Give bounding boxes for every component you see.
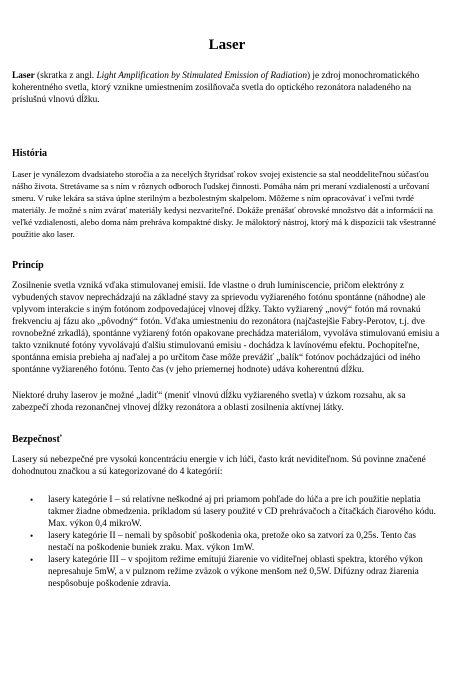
section-heading-bezpecnost: Bezpečnosť	[12, 434, 62, 445]
bullet-icon: •	[30, 555, 34, 565]
intro-after-italic: ) je zdroj monochromatického koherentného svetla, ktorý vznikne umiestnením zosilňovača svetla do optického rezonátora naladeného na príslušnú vlnovú dĺžku.	[12, 71, 420, 105]
section-heading-princip: Princíp	[12, 260, 44, 271]
list-item	[30, 530, 442, 554]
bullet-icon: •	[30, 531, 34, 541]
list-item	[30, 554, 442, 590]
list-item-text: lasery kategórie I – sú relatívne neškodné aj pri priamom pohľade do lúča a pre ich použitie neplatia takmer žiadne obmedzenia. príkladom sú lasery použité v CD prehrávačoch a čítačkách čiarového kódu. Max. výkon 0,4 mikroW.	[48, 495, 436, 529]
page-title: Laser	[208, 37, 246, 53]
bezpecnost-paragraph: Lasery sú nebezpečné pre vysokú koncentráciu energie v ich lúči, často krát neviditeľnom. Sú povinne značené dohodnutou značkou a sú kategorizované do 4 kategórií:	[12, 455, 426, 477]
intro-before-italic: (skratka z angl.	[34, 71, 97, 81]
intro-italic-expansion: Light Amplification by Stimulated Emission of Radiation	[96, 71, 307, 81]
list-item	[30, 494, 442, 530]
princip-paragraph-1: Zosilnenie svetla vzniká vďaka stimulovanej emisii. Ide vlastne o druh luminiscencie, pričom elektróny z vybudených stavov neprechádzajú na základné stavy za sprievodu vyžiareného fotónu spontánne (náhodne) ale vplyvom interakcie s iným fotónom zodpovedajúcej vlnovej dĺžky. Takto vyžiarený „nový“ fotón má rovnakú frekvenciu aj fázu ako „pôvodný“ fotón. Vďaka umiestneniu do rezonátora (najčastejšie Fabry-Perotov, t.j. dve rovnobežné zrkadlá), spontánne vyžiarený fotón opakovane prechádza materiálom, vyvoláva stimulovanú emisiu a takto vzniknuté fotóny vyvolávajú ďalšiu stimulovanú emisiu - dochádza k lavínovému efektu. Pochopiteľne, spontánna emisia prebieha aj naďalej a po určitom čase môže prevážiť „balík“ fotónov pochádzajúci od iného spontánne vyžiareného fotónu. Tento čas (v jeho priemernej hodnote) udáva koherentnú dĺžku.	[12, 281, 440, 375]
intro-paragraph	[12, 70, 442, 106]
historia-paragraph: Laser je vynálezom dvadsiateho storočia a za necelých štyridsať rokov svojej existencie sa stal neoddeliteľnou súčasťou nášho života. Stretávame sa s ním v rôznych odboroch ľudskej činnosti. Pomáha nám pri meraní vzdialeností a určovaní smeru. V ruke lekára sa stáva úplne sterilným a bezbolestným skalpelom. Môžeme s ním opracovávať i veľmi tvrdé materiály. Je možné s ním zvárať materiály kedysi nezvariteľné. Dokáže prenášať obrovské množstvo dát a informácií na veľké vzdialenosti, alebo doma nám prehráva kompaktné disky. Je máloktorý nástroj, ktorý má k dispozícii tak všestranné použitie ako laser.	[12, 169, 436, 239]
section-heading-historia: História	[12, 148, 47, 159]
princip-paragraph-2: Niektoré druhy laserov je možné „ladiť“ (meniť vlnovú dĺžku vyžiareného svetla) v úzkom rozsahu, ak sa zabezpečí zhoda rezonančnej vlnovej dĺžky rezonátora a oblasti zosilnenia aktívnej látky.	[12, 391, 406, 413]
bullet-icon: •	[30, 495, 34, 505]
list-item-text: lasery kategórie III – v spojitom režime emitujú žiarenie vo viditeľnej oblasti spektra, ktorého výkon nepresahuje 5mW, a v pulznom režime zväzok o výkone menšom než 0,5W. Difúzny odraz žiarenia nespôsobuje poškodenie zdravia.	[48, 555, 423, 589]
intro-term: Laser	[12, 71, 35, 81]
list-item-text: lasery kategórie II – nemali by spôsobiť poškodenia oka, pretože oko sa zatvorí za 0,25s. Tento čas nestačí na poškodenie buniek zraku. Max. výkon 1mW.	[48, 531, 416, 553]
laser-category-list	[12, 494, 442, 590]
